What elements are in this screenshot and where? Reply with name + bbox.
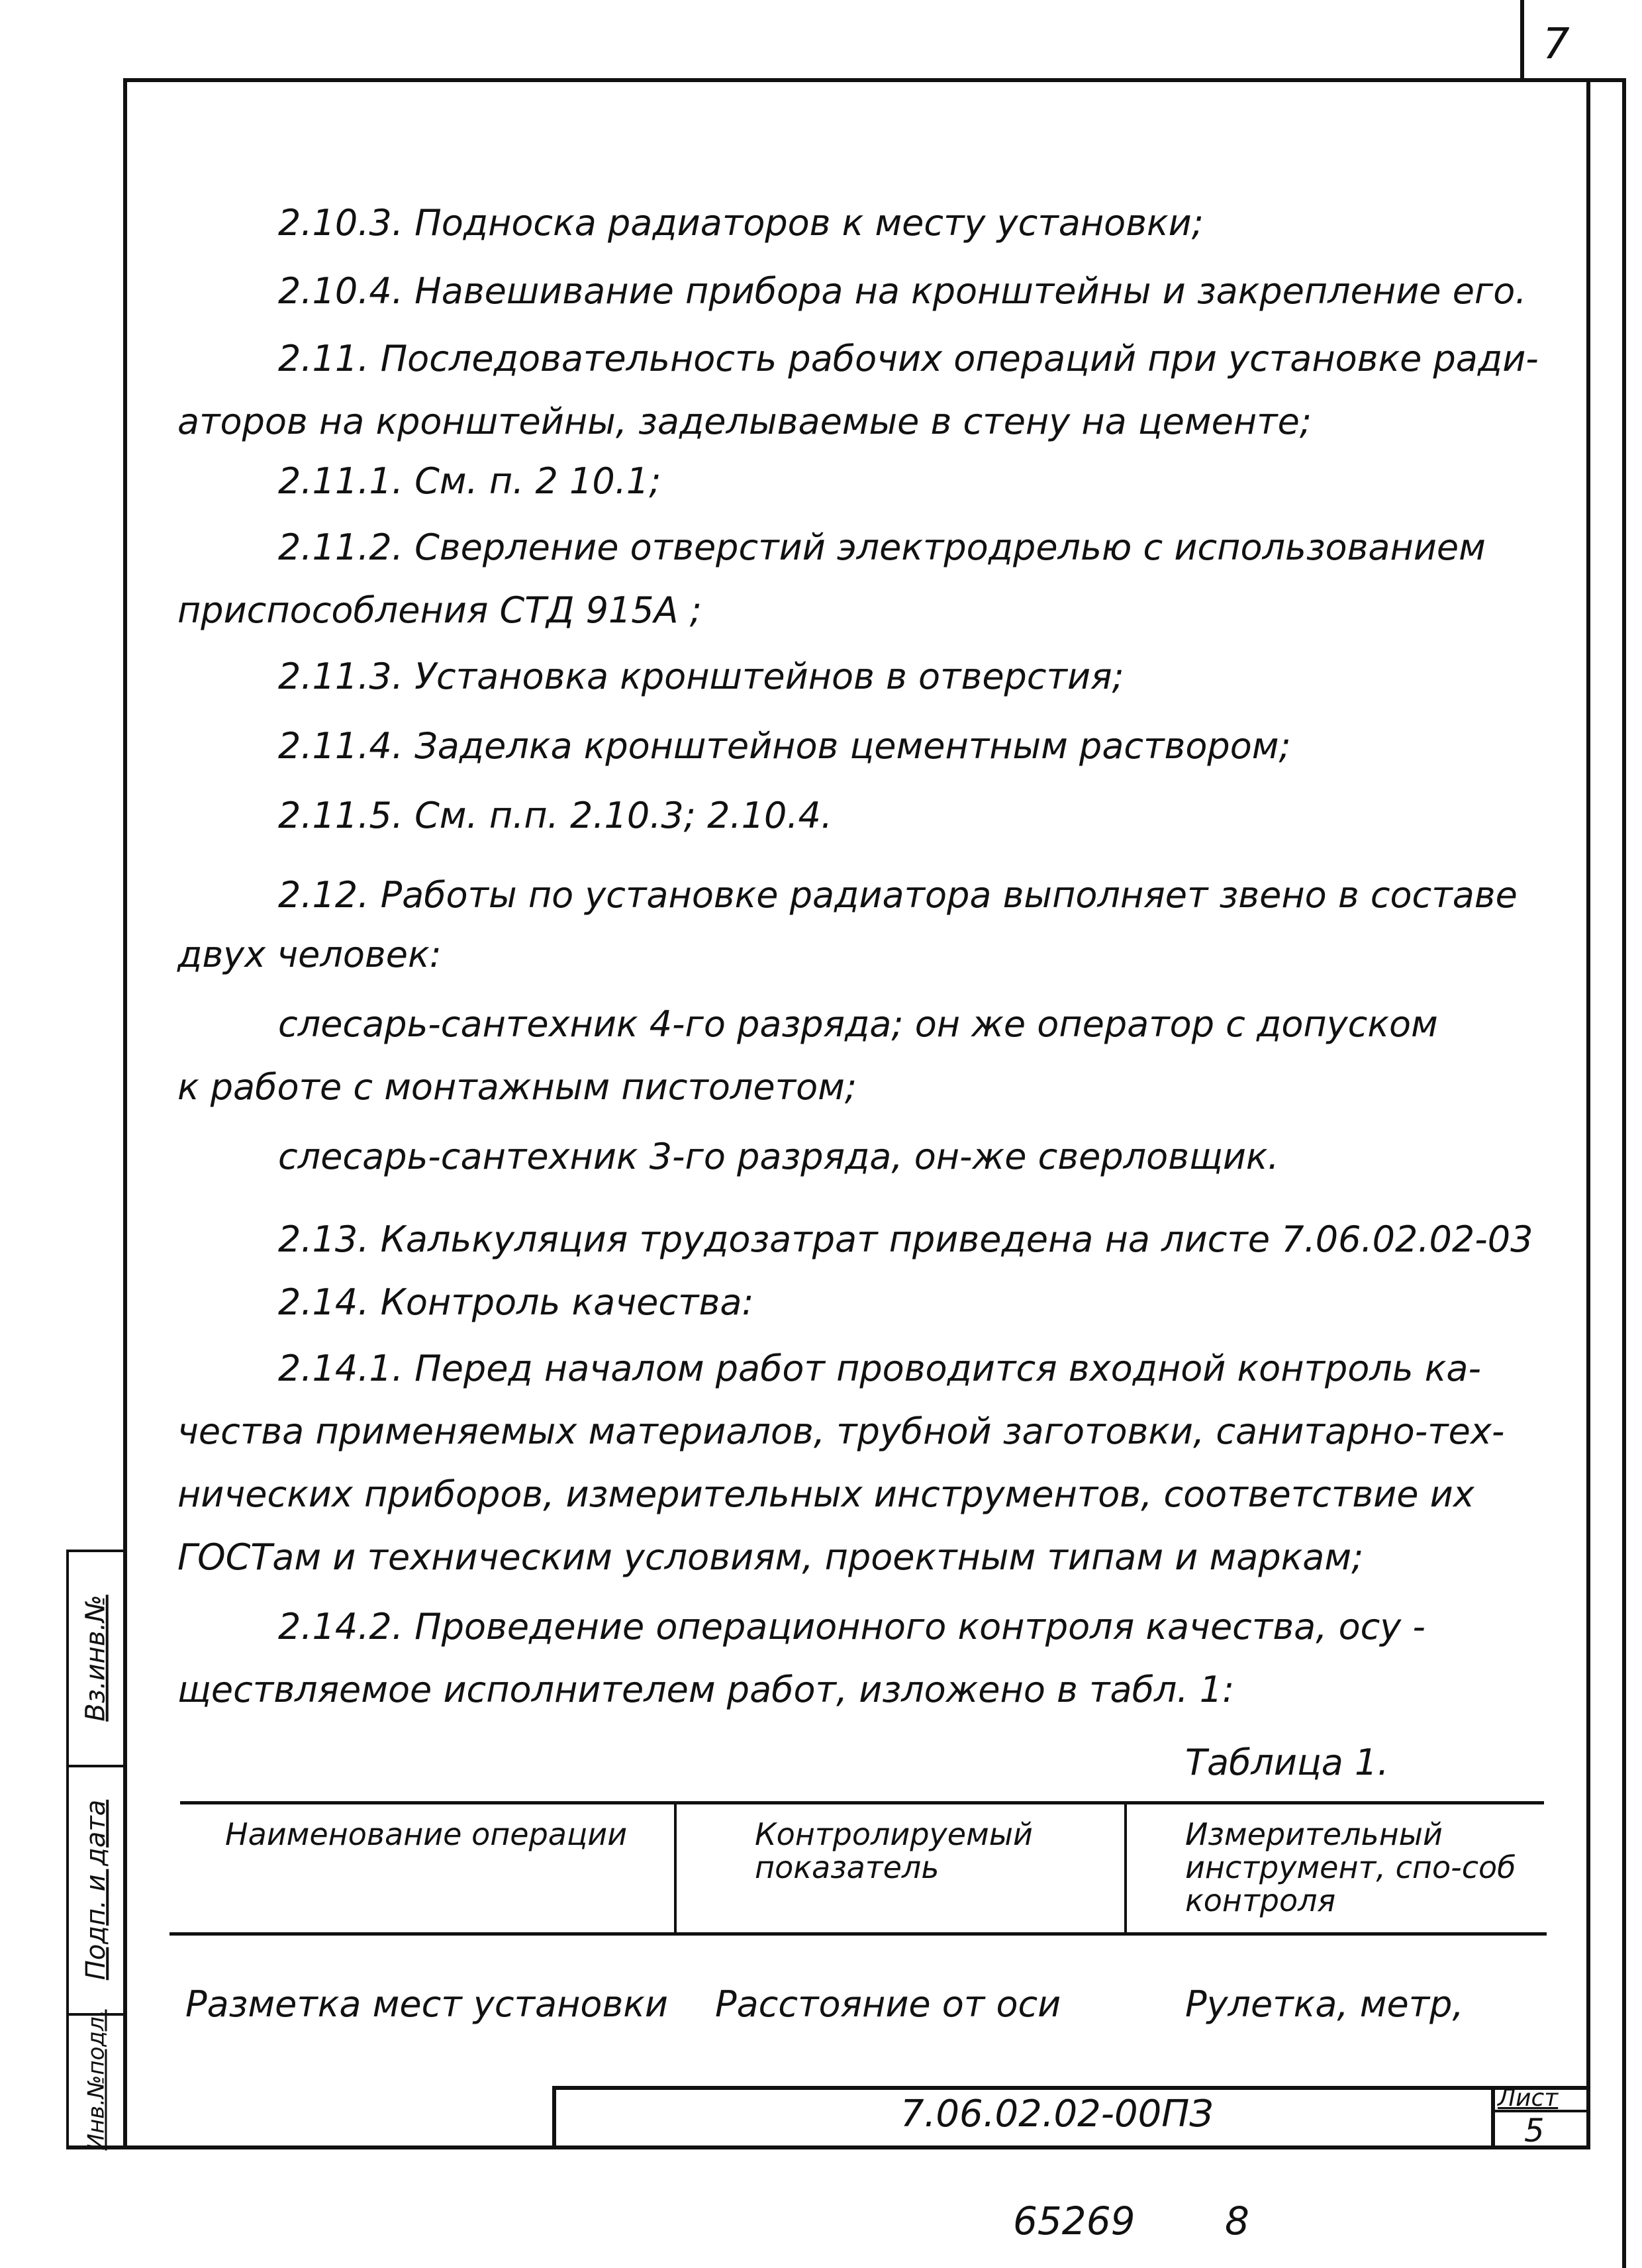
text-line: приспособления СТД 915А ; (177, 589, 702, 631)
side-field-label: Подп. и дата (81, 1799, 112, 1981)
footer-suffix: 8 (1225, 2198, 1249, 2243)
text-line: нических приборов, измерительных инструментов, соответствие их (177, 1473, 1474, 1515)
text-line: 2.11.1. См. п. 2 10.1; (278, 460, 661, 502)
text-line: 2.12. Работы по установке радиатора выполняет звено в составе (278, 874, 1518, 916)
side-field-vz-inv (69, 1552, 123, 1764)
frame-right (1586, 78, 1590, 2147)
text-line: 2.13. Калькуляция трудозатрат приведена на листе 7.06.02.02-03 (278, 1218, 1533, 1260)
frame-bottom (66, 2145, 1590, 2149)
text-line: ГОСТам и техническим условиям, проектным типам и маркам; (177, 1536, 1364, 1578)
text-line: 2.11.2. Сверление отверстий электродрелью с использованием (278, 526, 1486, 568)
text-line: 2.14.1. Перед началом работ проводится входной контроль ка- (278, 1348, 1481, 1389)
table-col-divider (1124, 1802, 1127, 1934)
table-header-operation: Наименование операции (225, 1816, 628, 1852)
text-line: 2.10.3. Подноска радиаторов к месту установки; (278, 202, 1204, 244)
text-line: 2.14. Контроль качества: (278, 1281, 754, 1323)
text-line: 2.10.4. Навешивание прибора на кронштейны и закрепление его. (278, 270, 1527, 312)
table-top-rule (180, 1801, 1544, 1804)
footer-number: 65269 (1013, 2198, 1135, 2243)
side-field-inv-original (69, 2009, 123, 2151)
frame-outer-right (1622, 78, 1626, 2268)
stamp-left (552, 2086, 556, 2147)
table-col-divider (674, 1802, 677, 1934)
text-line: к работе с монтажным пистолетом; (177, 1066, 857, 1108)
sheet-number: 5 (1524, 2112, 1545, 2149)
table-header-parameter: Контролируемый показатель (755, 1816, 1033, 1885)
text-line: слесарь-сантехник 4-го разряда; он же оператор с допуском (278, 1003, 1438, 1045)
table-caption: Таблица 1. (1185, 1742, 1389, 1783)
table-cell-instrument: Рулетка, метр, (1185, 1983, 1464, 2025)
corner-box-left (1520, 0, 1524, 78)
table-header-instrument: Измерительный инструмент, спо-соб контроля (1185, 1816, 1516, 1918)
text-line: слесарь-сантехник 3-го разряда, он-же сверловщик. (278, 1136, 1279, 1177)
sheet-label: Лист (1498, 2085, 1559, 2112)
text-line: двух человек: (177, 934, 442, 975)
document-code: 7.06.02.02-00ПЗ (900, 2093, 1214, 2136)
text-line: 2.11.4. Заделка кронштейнов цементным раствором; (278, 725, 1291, 767)
corner-page-number: 7 (1543, 20, 1570, 69)
table-cell-parameter: Расстояние от оси (715, 1983, 1061, 2025)
text-line: чества применяемых материалов, трубной заготовки, санитарно-тех- (177, 1410, 1505, 1452)
side-field-label: Вз.инв.№ (81, 1595, 111, 1722)
stamp-sheet-divider (1491, 2086, 1495, 2147)
frame-left (123, 78, 127, 2147)
stamp-top (552, 2086, 1590, 2090)
text-line: 2.11. Последовательность рабочих операций при установке ради- (278, 338, 1539, 379)
side-field-signature-date (69, 1767, 123, 2012)
table-cell-operation: Разметка мест установки (185, 1983, 668, 2025)
table-header-rule (169, 1932, 1547, 1936)
text-line: аторов на кронштейны, заделываемые в стену на цементе; (177, 401, 1312, 442)
text-line: 2.11.5. См. п.п. 2.10.3; 2.10.4. (278, 795, 832, 836)
side-field-label: Инв.№подл. (83, 2009, 110, 2151)
text-line: 2.14.2. Проведение операционного контроля качества, осу - (278, 1606, 1425, 1648)
text-line: ществляемое исполнителем работ, изложено в табл. 1: (177, 1669, 1235, 1710)
text-line: 2.11.3. Установка кронштейнов в отверстия; (278, 656, 1124, 697)
frame-top (123, 78, 1626, 82)
